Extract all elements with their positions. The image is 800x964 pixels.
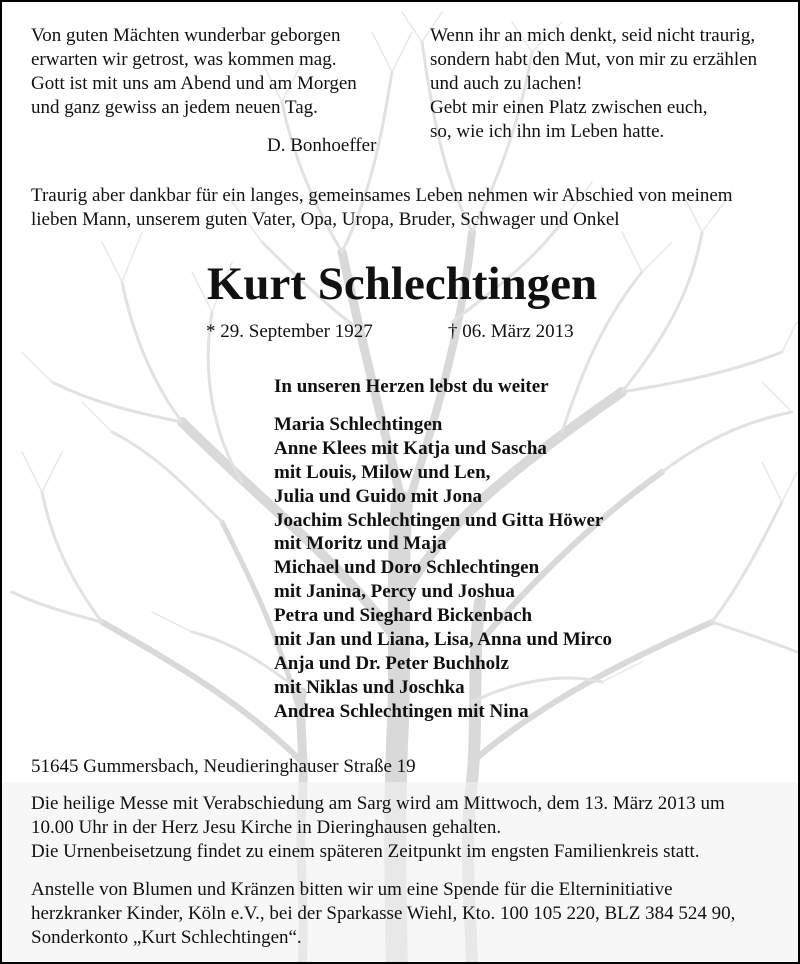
intro-line: lieben Mann, unserem guten Vater, Opa, Uropa, Bruder, Schwager und Onkel — [31, 209, 620, 230]
family-line: mit Jan und Liana, Lisa, Anna und Mirco — [274, 629, 613, 651]
intro-text — [31, 184, 733, 232]
poem-right — [430, 24, 757, 144]
family-line: mit Niklas und Joschka — [274, 676, 465, 698]
intro-line: Traurig aber dankbar für ein langes, gemeinsames Leben nehmen wir Abschied von meinem — [31, 185, 733, 206]
motto: In unseren Herzen lebst du weiter — [274, 376, 549, 397]
service-line: Die heilige Messe mit Verabschiedung am Sarg wird am Mittwoch, dem 13. März 2013 um — [31, 793, 725, 814]
poem-author: D. Bonhoeffer — [267, 135, 377, 156]
poem-line: Wenn ihr an mich denkt, seid nicht traurig, — [430, 25, 756, 46]
obituary-content — [2, 2, 800, 964]
family-line: Joachim Schlechtingen und Gitta Höwer — [274, 509, 604, 531]
death-date: † 06. März 2013 — [448, 321, 574, 342]
poem-line: so, wie ich ihn im Leben hatte. — [430, 121, 665, 142]
poem-line: erwarten wir getrost, was kommen mag. — [31, 49, 337, 70]
donation-line: herzkranker Kinder, Köln e.V., bei der Sparkasse Wiehl, Kto. 100 105 220, BLZ 384 524 90, — [31, 903, 736, 924]
family-line: Michael und Doro Schlechtingen — [274, 557, 540, 579]
donation-line: Sonderkonto „Kurt Schlechtingen“. — [31, 927, 302, 948]
address: 51645 Gummersbach, Neudieringhauser Straße 19 — [31, 756, 416, 777]
poem-line: Gott ist mit uns am Abend und am Morgen — [31, 73, 357, 94]
birth-date: * 29. September 1927 — [206, 321, 373, 342]
family-line: mit Moritz und Maja — [274, 533, 447, 555]
poem-line: sondern habt den Mut, von mir zu erzählen — [430, 49, 758, 70]
family-line: mit Janina, Percy und Joshua — [274, 581, 515, 603]
poem-line: und ganz gewiss an jedem neuen Tag. — [31, 97, 318, 118]
family-line: Maria Schlechtingen — [274, 414, 443, 435]
poem-line: Von guten Mächten wunderbar geborgen — [31, 25, 341, 46]
family-line: Andrea Schlechtingen mit Nina — [274, 700, 529, 722]
donation-line: Anstelle von Blumen und Kränzen bitten wir um eine Spende für die Elterninitiative — [31, 879, 673, 900]
family-line: Anja und Dr. Peter Buchholz — [274, 652, 509, 674]
family-line: mit Louis, Milow und Len, — [274, 461, 491, 483]
donation-info — [31, 878, 735, 950]
family-line: Anne Klees mit Katja und Sascha — [274, 437, 547, 459]
poem-left — [31, 24, 357, 120]
poem-line: und auch zu lachen! — [430, 73, 583, 94]
service-line: 10.00 Uhr in der Herz Jesu Kirche in Dieringhausen gehalten. — [31, 817, 502, 838]
service-line: Die Urnenbeisetzung findet zu einem späteren Zeitpunkt im engsten Familienkreis statt. — [31, 841, 700, 862]
poem-line: Gebt mir einen Platz zwischen euch, — [430, 97, 708, 118]
family-line: Petra und Sieghard Bickenbach — [274, 605, 533, 627]
service-info — [31, 792, 725, 864]
deceased-name: Kurt Schlechtingen — [206, 258, 598, 310]
family-line: Julia und Guido mit Jona — [274, 485, 483, 507]
family-list — [274, 413, 612, 724]
